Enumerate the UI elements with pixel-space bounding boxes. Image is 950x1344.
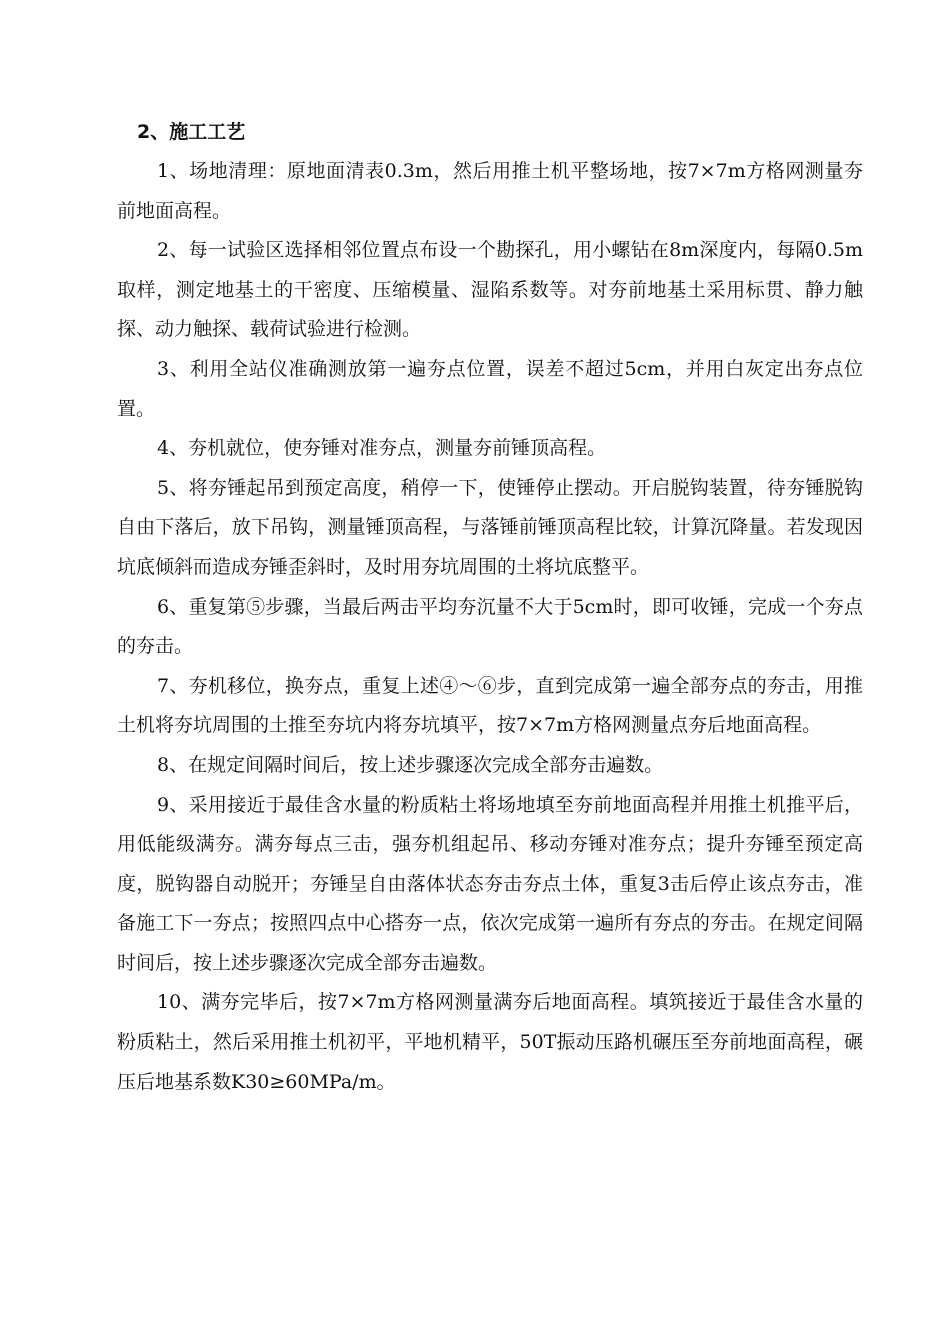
paragraph-4: 4、夯机就位，使夯锤对准夯点，测量夯前锤顶高程。	[157, 437, 607, 460]
paragraph-10: 10、满夯完毕后，按7×7m方格网测量满夯后地面高程。填筑接近于最佳含水量的粉质粘土，然后采用推土机初平，平地机精平，50T振动压路机碾压至夯前地面高程，碾压后地基系数K30≥60MPa/m。	[117, 991, 863, 1093]
paragraph-9: 9、采用接近于最佳含水量的粉质粘土将场地填至夯前地面高程并用推土机推平后，用低能级满夯。满夯每点三击，强夯机组起吊、移动夯锤对准夯点；提升夯锤至预定高度，脱钩器自动脱开；夯锤呈自由落体状态夯击夯点土体，重复3击后停止该点夯击，准备施工下一夯点；按照四点中心搭夯一点，依次完成第一遍所有夯点的夯击。在规定间隔时间后，按上述步骤逐次完成全部夯击遍数。	[117, 793, 863, 974]
document-page	[117, 112, 863, 1102]
paragraph-5: 5、将夯锤起吊到预定高度，稍停一下，使锤停止摆动。开启脱钩装置，待夯锤脱钩自由下落后，放下吊钩，测量锤顶高程，与落锤前锤顶高程比较，计算沉降量。若发现因坑底倾斜而造成夯锤歪斜时，及时用夯坑周围的土将坑底整平。	[117, 476, 863, 578]
paragraph-2: 2、每一试验区选择相邻位置点布设一个勘探孔，用小螺钻在8m深度内，每隔0.5m取样，测定地基土的干密度、压缩模量、湿陷系数等。对夯前地基土采用标贯、静力触探、动力触探、载荷试验进行检测。	[117, 239, 863, 341]
paragraph-8: 8、在规定间隔时间后，按上述步骤逐次完成全部夯击遍数。	[157, 753, 664, 776]
paragraph-7: 7、夯机移位，换夯点，重复上述④～⑥步，直到完成第一遍全部夯点的夯击，用推土机将夯坑周围的土推至夯坑内将夯坑填平，按7×7m方格网测量点夯后地面高程。	[117, 674, 863, 737]
paragraph-6: 6、重复第⑤步骤，当最后两击平均夯沉量不大于5cm时，即可收锤，完成一个夯点的夯击。	[117, 595, 863, 658]
paragraph-1: 1、场地清理：原地面清表0.3m，然后用推土机平整场地，按7×7m方格网测量夯前地面高程。	[117, 160, 863, 222]
section-heading: 2、施工工艺	[137, 121, 246, 143]
paragraph-3: 3、利用全站仪准确测放第一遍夯点位置，误差不超过5cm，并用白灰定出夯点位置。	[117, 357, 863, 420]
